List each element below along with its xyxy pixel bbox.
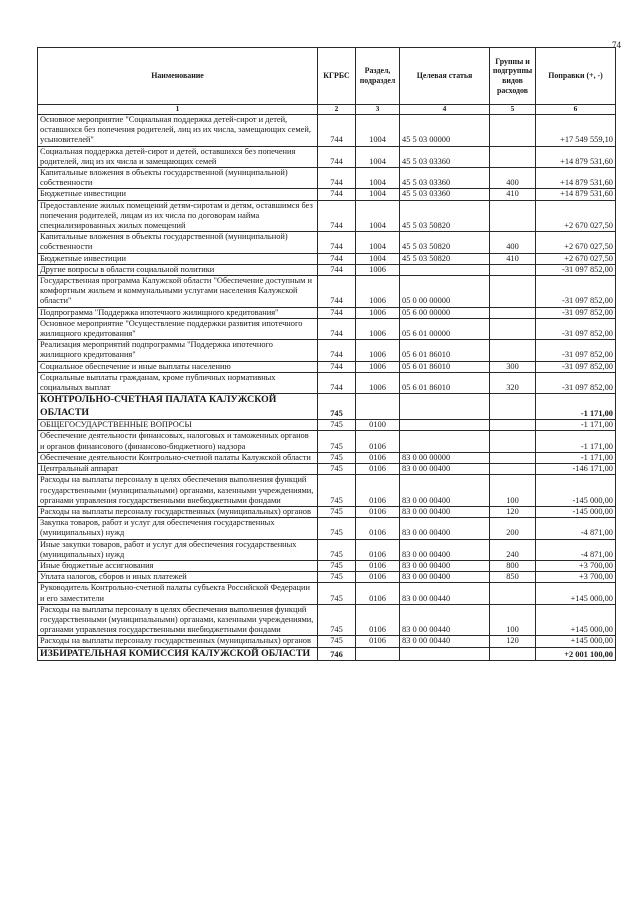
row-expense-group: 100 — [490, 475, 536, 507]
row-expense-group — [490, 115, 536, 147]
row-section: 0106 — [356, 475, 400, 507]
row-expense-group — [490, 340, 536, 361]
row-section: 0106 — [356, 583, 400, 604]
table-row — [38, 168, 616, 189]
row-kgrbs: 744 — [318, 307, 356, 318]
row-target-article: 83 0 00 00400 — [400, 560, 490, 571]
row-amendment: -1 171,00 — [536, 452, 616, 463]
header-name: Наименование — [38, 48, 318, 105]
table-row — [38, 372, 616, 393]
row-amendment: -31 097 852,00 — [536, 361, 616, 372]
table-row — [38, 276, 616, 308]
row-expense-group — [490, 452, 536, 463]
row-target-article: 83 0 00 00400 — [400, 475, 490, 507]
row-section: 1006 — [356, 264, 400, 275]
row-name: Бюджетные инвестиции — [38, 253, 318, 264]
row-target-article: 83 0 00 00400 — [400, 539, 490, 560]
row-section: 1004 — [356, 200, 400, 232]
row-kgrbs: 744 — [318, 200, 356, 232]
row-expense-group — [490, 431, 536, 452]
table-row — [38, 361, 616, 372]
row-kgrbs: 745 — [318, 518, 356, 539]
table-row — [38, 420, 616, 431]
row-amendment: -31 097 852,00 — [536, 264, 616, 275]
row-section: 0106 — [356, 572, 400, 583]
row-section: 1004 — [356, 146, 400, 167]
row-amendment: +2 670 027,50 — [536, 200, 616, 232]
column-number: 1 — [38, 105, 318, 115]
header-kgrbs: КГРБС — [318, 48, 356, 105]
row-kgrbs: 745 — [318, 464, 356, 475]
row-section: 1006 — [356, 372, 400, 393]
row-section: 0106 — [356, 452, 400, 463]
row-kgrbs: 744 — [318, 372, 356, 393]
row-name: Иные бюджетные ассигнования — [38, 560, 318, 571]
row-section: 1006 — [356, 318, 400, 339]
row-amendment: +2 001 100,00 — [536, 647, 616, 661]
row-amendment: -145 000,00 — [536, 506, 616, 517]
table-row — [38, 604, 616, 636]
header-section: Раздел, подраздел — [356, 48, 400, 105]
row-name: Иные закупки товаров, работ и услуг для обеспечения государственных (муниципальных) нужд — [38, 539, 318, 560]
row-kgrbs: 744 — [318, 232, 356, 253]
row-name: Социальная поддержка детей-сирот и детей, оставшихся без попечения родителей, лиц из их числа и замещающих семей — [38, 146, 318, 167]
row-target-article: 83 0 00 00400 — [400, 572, 490, 583]
row-expense-group: 120 — [490, 636, 536, 647]
row-amendment: -31 097 852,00 — [536, 276, 616, 308]
row-target-article: 83 0 00 00400 — [400, 518, 490, 539]
row-kgrbs: 744 — [318, 189, 356, 200]
row-section: 0106 — [356, 636, 400, 647]
row-expense-group: 410 — [490, 253, 536, 264]
row-kgrbs: 745 — [318, 431, 356, 452]
row-target-article — [400, 394, 490, 420]
row-name: Основное мероприятие "Осуществление поддержки развития ипотечного жилищного кредитования" — [38, 318, 318, 339]
row-expense-group: 100 — [490, 604, 536, 636]
row-target-article: 45 5 03 50820 — [400, 232, 490, 253]
row-amendment: -1 171,00 — [536, 394, 616, 420]
row-kgrbs: 744 — [318, 115, 356, 147]
row-kgrbs: 744 — [318, 253, 356, 264]
row-expense-group — [490, 200, 536, 232]
row-kgrbs: 745 — [318, 506, 356, 517]
row-name: Руководитель Контрольно-счетной палаты субъекта Российской Федерации и его заместители — [38, 583, 318, 604]
table-header-row — [38, 48, 616, 105]
row-kgrbs: 744 — [318, 264, 356, 275]
row-target-article: 83 0 00 00440 — [400, 604, 490, 636]
row-amendment: +2 670 027,50 — [536, 253, 616, 264]
budget-amendments-table — [37, 47, 616, 661]
row-expense-group — [490, 647, 536, 661]
row-target-article: 83 0 00 00000 — [400, 452, 490, 463]
row-amendment: +14 879 531,60 — [536, 168, 616, 189]
row-name: Расходы на выплаты персоналу государственных (муниципальных) органов — [38, 636, 318, 647]
row-name: Другие вопросы в области социальной политики — [38, 264, 318, 275]
table-row — [38, 264, 616, 275]
table-row — [38, 636, 616, 647]
row-amendment: -1 171,00 — [536, 431, 616, 452]
row-amendment: +145 000,00 — [536, 583, 616, 604]
table-row — [38, 431, 616, 452]
row-name: Расходы на выплаты персоналу государственных (муниципальных) органов — [38, 506, 318, 517]
row-expense-group: 120 — [490, 506, 536, 517]
row-section: 0106 — [356, 539, 400, 560]
row-amendment: -1 171,00 — [536, 420, 616, 431]
row-kgrbs: 745 — [318, 560, 356, 571]
row-expense-group: 320 — [490, 372, 536, 393]
row-name: Уплата налогов, сборов и иных платежей — [38, 572, 318, 583]
table-row — [38, 506, 616, 517]
row-section: 1004 — [356, 253, 400, 264]
row-target-article: 45 5 03 03360 — [400, 189, 490, 200]
row-amendment: -145 000,00 — [536, 475, 616, 507]
row-target-article: 05 6 01 86010 — [400, 361, 490, 372]
row-target-article: 05 6 01 86010 — [400, 340, 490, 361]
column-number: 4 — [400, 105, 490, 115]
row-name: КОНТРОЛЬНО-СЧЕТНАЯ ПАЛАТА КАЛУЖСКОЙ ОБЛАСТИ — [38, 394, 318, 420]
row-kgrbs: 744 — [318, 340, 356, 361]
table-row — [38, 452, 616, 463]
column-number: 5 — [490, 105, 536, 115]
row-section: 1004 — [356, 232, 400, 253]
row-expense-group — [490, 464, 536, 475]
row-amendment: -31 097 852,00 — [536, 307, 616, 318]
table-row — [38, 572, 616, 583]
table-row — [38, 232, 616, 253]
row-amendment: -4 871,00 — [536, 539, 616, 560]
row-expense-group: 240 — [490, 539, 536, 560]
row-amendment: +145 000,00 — [536, 636, 616, 647]
row-amendment: +2 670 027,50 — [536, 232, 616, 253]
row-name: ОБЩЕГОСУДАРСТВЕННЫЕ ВОПРОСЫ — [38, 420, 318, 431]
header-amendment: Поправки (+, -) — [536, 48, 616, 105]
row-amendment: -31 097 852,00 — [536, 372, 616, 393]
row-target-article — [400, 420, 490, 431]
row-target-article: 05 0 00 00000 — [400, 276, 490, 308]
table-row — [38, 200, 616, 232]
row-expense-group — [490, 583, 536, 604]
row-kgrbs: 744 — [318, 146, 356, 167]
row-target-article — [400, 264, 490, 275]
row-name: Бюджетные инвестиции — [38, 189, 318, 200]
row-expense-group — [490, 264, 536, 275]
table-row — [38, 518, 616, 539]
row-expense-group: 800 — [490, 560, 536, 571]
row-expense-group: 400 — [490, 168, 536, 189]
row-target-article: 83 0 00 00400 — [400, 506, 490, 517]
row-expense-group — [490, 307, 536, 318]
row-name: Расходы на выплаты персоналу в целях обеспечения выполнения функций государственными (муниципальными) органами, казенными учреждениями, органами управления государственными внебюджетными фондами — [38, 475, 318, 507]
header-expense-group: Группы и подгруппы видов расходов — [490, 48, 536, 105]
row-target-article: 05 6 01 00000 — [400, 318, 490, 339]
row-section: 1006 — [356, 307, 400, 318]
row-target-article: 45 5 03 03360 — [400, 146, 490, 167]
row-name: Социальное обеспечение и иные выплаты населению — [38, 361, 318, 372]
table-row — [38, 340, 616, 361]
row-kgrbs: 745 — [318, 572, 356, 583]
row-amendment: +3 700,00 — [536, 572, 616, 583]
row-amendment: -4 871,00 — [536, 518, 616, 539]
table-row — [38, 307, 616, 318]
row-target-article: 45 5 03 03360 — [400, 168, 490, 189]
row-target-article — [400, 431, 490, 452]
row-amendment: +17 549 559,10 — [536, 115, 616, 147]
row-name: ИЗБИРАТЕЛЬНАЯ КОМИССИЯ КАЛУЖСКОЙ ОБЛАСТИ — [38, 647, 318, 661]
row-name: Социальные выплаты гражданам, кроме публичных нормативных социальных выплат — [38, 372, 318, 393]
row-target-article: 05 6 01 86010 — [400, 372, 490, 393]
row-expense-group — [490, 420, 536, 431]
row-amendment: -31 097 852,00 — [536, 340, 616, 361]
column-number: 3 — [356, 105, 400, 115]
row-name: Основное мероприятие "Социальная поддержка детей-сирот и детей, оставшихся без попечения родителей, лиц из их числа, замещающих семей, усыновителей" — [38, 115, 318, 147]
row-section: 0106 — [356, 604, 400, 636]
row-section: 0106 — [356, 464, 400, 475]
table-row — [38, 189, 616, 200]
table-row — [38, 583, 616, 604]
row-name: Подпрограмма "Поддержка ипотечного жилищного кредитования" — [38, 307, 318, 318]
header-target-article: Целевая статья — [400, 48, 490, 105]
row-expense-group: 300 — [490, 361, 536, 372]
row-section: 1004 — [356, 115, 400, 147]
row-expense-group: 200 — [490, 518, 536, 539]
row-kgrbs: 746 — [318, 647, 356, 661]
row-kgrbs: 744 — [318, 361, 356, 372]
row-section: 0106 — [356, 506, 400, 517]
row-kgrbs: 745 — [318, 604, 356, 636]
row-expense-group: 850 — [490, 572, 536, 583]
row-target-article — [400, 647, 490, 661]
row-kgrbs: 744 — [318, 168, 356, 189]
row-name: Капитальные вложения в объекты государственной (муниципальной) собственности — [38, 168, 318, 189]
row-name: Центральный аппарат — [38, 464, 318, 475]
row-name: Обеспечение деятельности финансовых, налоговых и таможенных органов и органов финансового (финансово-бюджетного) надзора — [38, 431, 318, 452]
row-kgrbs: 745 — [318, 394, 356, 420]
row-kgrbs: 745 — [318, 475, 356, 507]
row-name: Закупка товаров, работ и услуг для обеспечения государственных (муниципальных) нужд — [38, 518, 318, 539]
column-number: 2 — [318, 105, 356, 115]
row-expense-group — [490, 146, 536, 167]
row-target-article: 45 5 03 50820 — [400, 200, 490, 232]
row-kgrbs: 744 — [318, 276, 356, 308]
row-section: 1006 — [356, 340, 400, 361]
row-section: 1006 — [356, 361, 400, 372]
table-row — [38, 318, 616, 339]
page-number: 74 — [612, 40, 621, 50]
row-kgrbs: 745 — [318, 583, 356, 604]
row-expense-group — [490, 318, 536, 339]
row-amendment: +145 000,00 — [536, 604, 616, 636]
row-section: 0106 — [356, 560, 400, 571]
row-target-article: 45 5 03 50820 — [400, 253, 490, 264]
row-section: 1004 — [356, 168, 400, 189]
row-amendment: +3 700,00 — [536, 560, 616, 571]
row-kgrbs: 745 — [318, 420, 356, 431]
row-expense-group: 410 — [490, 189, 536, 200]
row-section: 1004 — [356, 189, 400, 200]
row-name: Капитальные вложения в объекты государственной (муниципальной) собственности — [38, 232, 318, 253]
row-expense-group — [490, 276, 536, 308]
row-section: 1006 — [356, 276, 400, 308]
table-row — [38, 464, 616, 475]
row-target-article: 83 0 00 00440 — [400, 636, 490, 647]
row-name: Расходы на выплаты персоналу в целях обеспечения выполнения функций государственными (муниципальными) органами, казенными учреждениями, органами управления государственными внебюджетными фондами — [38, 604, 318, 636]
row-expense-group — [490, 394, 536, 420]
table-row — [38, 560, 616, 571]
column-number: 6 — [536, 105, 616, 115]
table-row — [38, 115, 616, 147]
row-section — [356, 394, 400, 420]
table-row — [38, 146, 616, 167]
row-target-article: 05 6 00 00000 — [400, 307, 490, 318]
row-name: Обеспечение деятельности Контрольно-счетной палаты Калужской области — [38, 452, 318, 463]
row-amendment: -31 097 852,00 — [536, 318, 616, 339]
row-section: 0100 — [356, 420, 400, 431]
row-kgrbs: 745 — [318, 539, 356, 560]
row-kgrbs: 745 — [318, 452, 356, 463]
row-target-article: 45 5 03 00000 — [400, 115, 490, 147]
table-row — [38, 394, 616, 420]
table-row — [38, 253, 616, 264]
row-expense-group: 400 — [490, 232, 536, 253]
table-row — [38, 647, 616, 661]
row-section — [356, 647, 400, 661]
row-name: Предоставление жилых помещений детям-сиротам и детям, оставшимся без попечения родителей, лицам из их числа по договорам найма специализированных жилых помещений — [38, 200, 318, 232]
row-name: Реализация мероприятий подпрограммы "Поддержка ипотечного жилищного кредитования" — [38, 340, 318, 361]
row-kgrbs: 744 — [318, 318, 356, 339]
row-section: 0106 — [356, 518, 400, 539]
column-number-row — [38, 105, 616, 115]
table-body — [38, 115, 616, 661]
row-section: 0106 — [356, 431, 400, 452]
row-amendment: +14 879 531,60 — [536, 146, 616, 167]
row-target-article: 83 0 00 00440 — [400, 583, 490, 604]
row-name: Государственная программа Калужской области "Обеспечение доступным и комфортным жильем и коммунальными услугами населения Калужской области" — [38, 276, 318, 308]
table-row — [38, 539, 616, 560]
row-target-article: 83 0 00 00400 — [400, 464, 490, 475]
row-amendment: +14 879 531,60 — [536, 189, 616, 200]
row-amendment: -146 171,00 — [536, 464, 616, 475]
table-row — [38, 475, 616, 507]
row-kgrbs: 745 — [318, 636, 356, 647]
